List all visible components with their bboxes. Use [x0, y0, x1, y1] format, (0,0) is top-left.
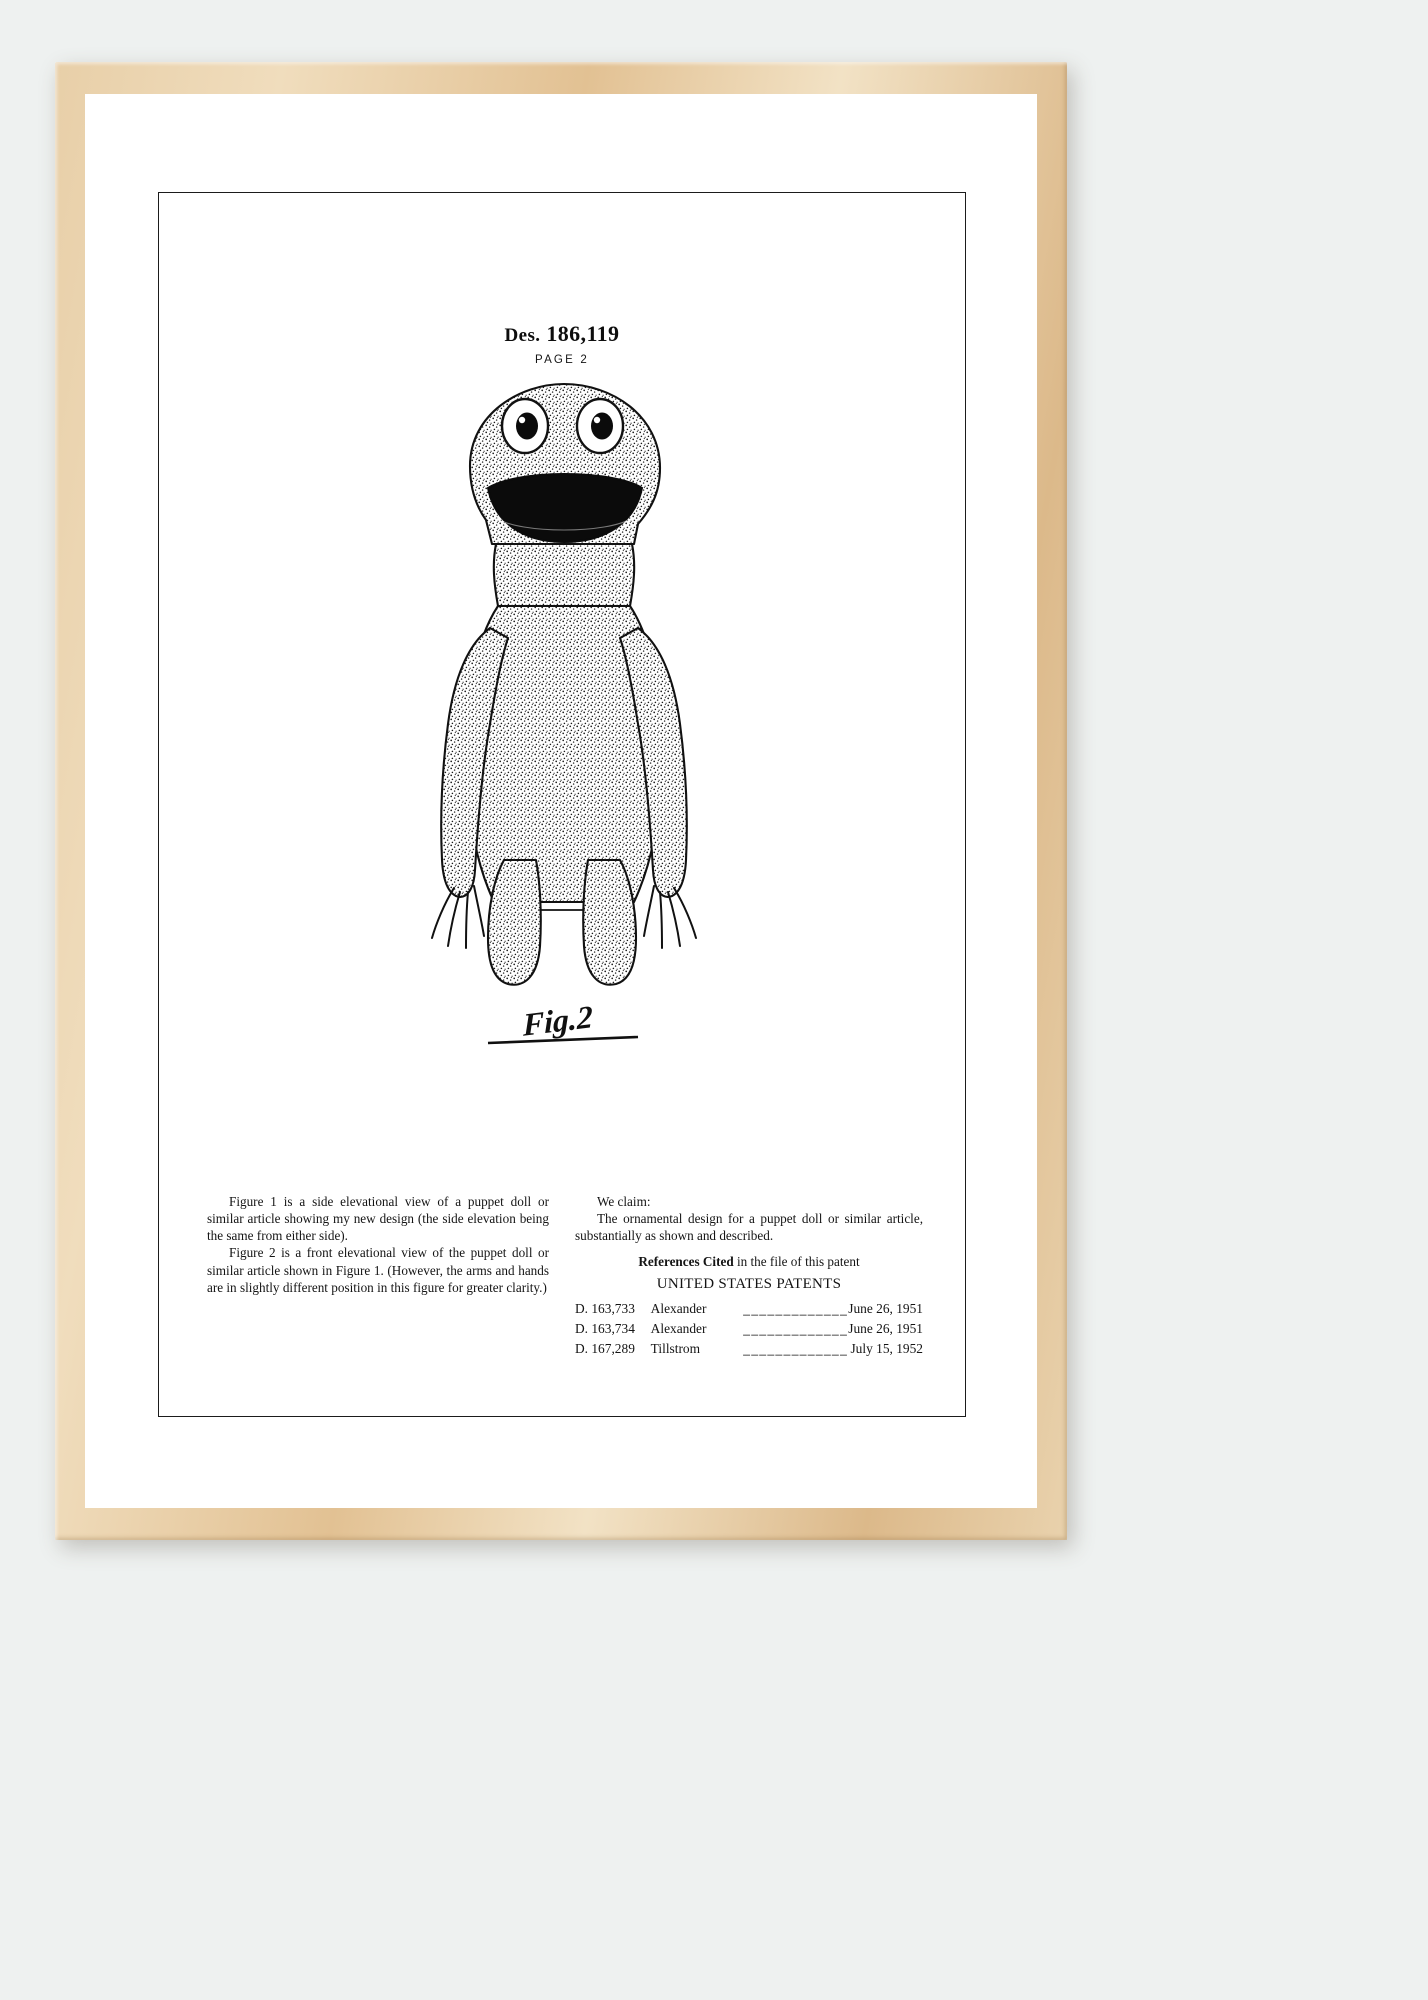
- patent-text-block: [207, 1193, 923, 1359]
- reference-date: June 26, 1951: [848, 1320, 923, 1336]
- reference-dots: _____________: [743, 1301, 849, 1316]
- reference-name: Tillstrom: [650, 1341, 701, 1357]
- figure-caption-text: Fig.2: [522, 998, 594, 1043]
- frame-inner-lip: [85, 94, 1037, 1508]
- description-paragraph-2: Figure 2 is a front elevational view of the puppet doll or similar article shown in Figure 1. (However, the arms and hands are in slightly different position in this figure for greater clarity.): [207, 1245, 549, 1295]
- reference-dots: _____________: [743, 1342, 849, 1357]
- patent-drawing: [159, 368, 965, 1028]
- patent-number-prefix: Des.: [504, 325, 541, 346]
- references-cited-title: [575, 1253, 923, 1270]
- reference-number: D. 163,734: [575, 1320, 635, 1336]
- united-states-patents-subtitle: UNITED STATES PATENTS: [656, 1275, 842, 1292]
- references-table: [575, 1298, 923, 1359]
- reference-name: Alexander: [650, 1300, 707, 1316]
- reference-date: June 26, 1951: [848, 1300, 923, 1316]
- claim-lead: We claim:: [597, 1194, 651, 1209]
- patent-number-line: [159, 321, 965, 347]
- references-cited-rest: in the file of this patent: [733, 1254, 860, 1270]
- figure-caption: [159, 993, 965, 1053]
- reference-name: Alexander: [650, 1320, 707, 1336]
- figure-caption-glyph: [462, 993, 662, 1053]
- reference-dots: _____________: [743, 1321, 849, 1336]
- picture-frame: [55, 62, 1067, 1540]
- mat-board: [85, 94, 1037, 1508]
- page-label: PAGE 2: [535, 354, 589, 366]
- reference-date: July 15, 1952: [850, 1341, 923, 1357]
- puppet-doll-illustration: [282, 368, 842, 1008]
- reference-number: D. 167,289: [575, 1341, 635, 1357]
- description-column: [207, 1193, 549, 1359]
- claim-body: The ornamental design for a puppet doll or similar article, substantially as shown and described.: [575, 1211, 923, 1244]
- patent-number-value: 186,119: [546, 321, 620, 346]
- references-cited-bold: References Cited: [638, 1254, 734, 1270]
- table-row: [575, 1339, 923, 1359]
- claim-and-references-column: [575, 1193, 923, 1359]
- table-row: [575, 1319, 923, 1339]
- patent-header: [159, 321, 965, 366]
- patent-sheet: [158, 192, 966, 1417]
- description-paragraph-1: Figure 1 is a side elevational view of a puppet doll or similar article showing my new design (the side elevation being the same from either side).: [207, 1194, 549, 1244]
- table-row: [575, 1298, 923, 1318]
- reference-number: D. 163,733: [575, 1300, 635, 1316]
